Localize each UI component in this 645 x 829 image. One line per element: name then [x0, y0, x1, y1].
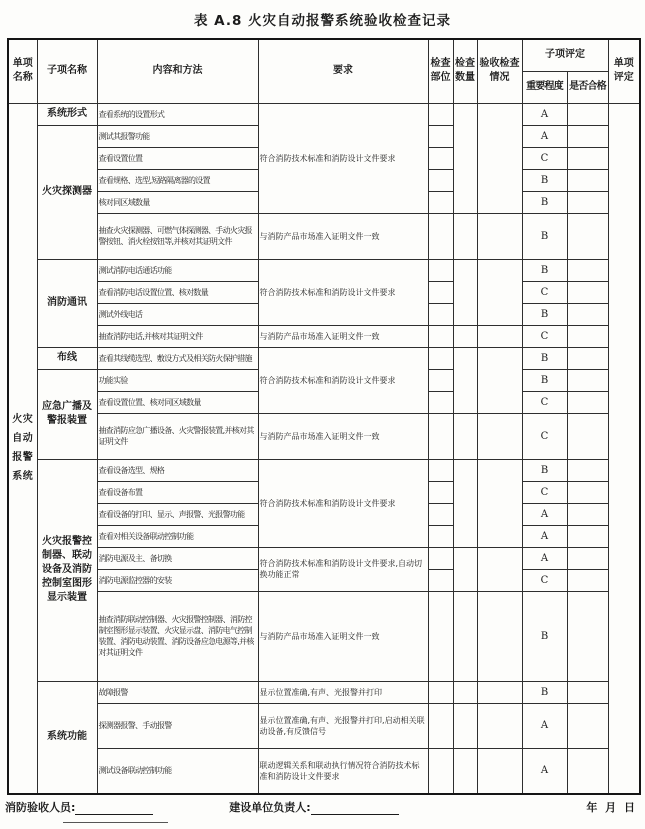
subitem-name-cell: 火灾报警控制器、联动设备及消防控制室图形显示装置	[37, 459, 97, 681]
content-method-cell: 抽查消防应急广播设备、火灾警报装置,并核对其证明文件	[97, 413, 258, 459]
inspection-status-cell	[477, 213, 522, 259]
check-part-cell	[428, 569, 453, 591]
check-part-cell	[428, 125, 453, 147]
requirement-cell: 与消防产品市场准入证明文件一致	[258, 591, 428, 681]
check-part-cell	[428, 259, 453, 281]
importance-cell: A	[522, 748, 567, 794]
check-part-cell	[428, 391, 453, 413]
subitem-name-cell: 消防通讯	[37, 259, 97, 347]
requirement-cell: 显示位置准确,有声、光报警并打印	[258, 681, 428, 703]
qualified-cell	[567, 481, 608, 503]
importance-cell: C	[522, 325, 567, 347]
check-part-cell	[428, 547, 453, 569]
check-part-cell	[428, 213, 453, 259]
requirement-cell: 符合消防技术标准和消防设计文件要求	[258, 347, 428, 413]
check-quantity-cell	[453, 413, 477, 459]
requirement-cell: 与消防产品市场准入证明文件一致	[258, 213, 428, 259]
importance-cell: B	[522, 347, 567, 369]
content-method-cell: 抽查火灾探测器、可燃气体探测器、手动火灾报警按钮、消火栓按钮等,并核对其证明文件	[97, 213, 258, 259]
content-method-cell: 抽查消防电话,并核对其证明文件	[97, 325, 258, 347]
requirement-cell: 显示位置准确,有声、光报警并打印,启动相关联动设备,有反馈信号	[258, 703, 428, 748]
inspection-record-table	[7, 38, 641, 795]
qualified-cell	[567, 459, 608, 481]
table-row	[8, 547, 640, 569]
content-method-cell: 消防电源及主、备切换	[97, 547, 258, 569]
table-row	[8, 103, 640, 125]
item-name-cell: 火灾自动报警系统	[8, 103, 37, 794]
col-header-importance: 重要程度	[522, 71, 567, 103]
content-method-cell: 查看设备布置	[97, 481, 258, 503]
content-method-cell: 功能实验	[97, 369, 258, 391]
qualified-cell	[567, 191, 608, 213]
qualified-cell	[567, 169, 608, 191]
content-method-cell: 查看设备的打印、显示、声报警、光报警功能	[97, 503, 258, 525]
qualified-cell	[567, 103, 608, 125]
qualified-cell	[567, 591, 608, 681]
importance-cell: B	[522, 213, 567, 259]
inspection-status-cell	[477, 259, 522, 325]
qualified-cell	[567, 325, 608, 347]
qualified-cell	[567, 413, 608, 459]
inspection-status-cell	[477, 591, 522, 681]
importance-cell: B	[522, 191, 567, 213]
requirement-cell: 符合消防技术标准和消防设计文件要求	[258, 259, 428, 325]
check-quantity-cell	[453, 748, 477, 794]
col-header-content-method: 内容和方法	[97, 39, 258, 103]
qualified-cell	[567, 703, 608, 748]
signature-footer	[0, 799, 645, 815]
check-quantity-cell	[453, 103, 477, 213]
fire-inspector-label: 消防验收人员:	[5, 801, 76, 814]
builder-representative-signature-line	[311, 802, 399, 815]
col-header-check-quantity: 检查数量	[453, 39, 477, 103]
table-row	[8, 325, 640, 347]
check-part-cell	[428, 325, 453, 347]
check-part-cell	[428, 191, 453, 213]
importance-cell: A	[522, 103, 567, 125]
table-row	[8, 213, 640, 259]
qualified-cell	[567, 748, 608, 794]
check-quantity-cell	[453, 259, 477, 325]
importance-cell: B	[522, 681, 567, 703]
inspection-status-cell	[477, 681, 522, 703]
importance-cell: B	[522, 303, 567, 325]
check-part-cell	[428, 703, 453, 748]
content-method-cell: 查看设置位置	[97, 147, 258, 169]
inspection-status-cell	[477, 325, 522, 347]
importance-cell: A	[522, 525, 567, 547]
qualified-cell	[567, 681, 608, 703]
signature-line-extra	[63, 822, 168, 823]
builder-representative-label: 建设单位负责人:	[229, 801, 311, 814]
requirement-cell: 与消防产品市场准入证明文件一致	[258, 325, 428, 347]
check-quantity-cell	[453, 681, 477, 703]
requirement-cell: 符合消防技术标准和消防设计文件要求,自动切换功能正常	[258, 547, 428, 591]
check-part-cell	[428, 169, 453, 191]
importance-cell: C	[522, 481, 567, 503]
col-header-item-name: 单项名称	[8, 39, 37, 103]
qualified-cell	[567, 303, 608, 325]
qualified-cell	[567, 369, 608, 391]
importance-cell: C	[522, 281, 567, 303]
content-method-cell: 故障报警	[97, 681, 258, 703]
check-part-cell	[428, 748, 453, 794]
check-part-cell	[428, 591, 453, 681]
inspection-status-cell	[477, 459, 522, 547]
check-part-cell	[428, 413, 453, 459]
item-eval-cell	[608, 103, 640, 794]
col-header-check-part: 检查部位	[428, 39, 453, 103]
table-body	[8, 103, 640, 794]
check-part-cell	[428, 347, 453, 369]
check-quantity-cell	[453, 459, 477, 547]
qualified-cell	[567, 147, 608, 169]
importance-cell: B	[522, 169, 567, 191]
qualified-cell	[567, 525, 608, 547]
check-part-cell	[428, 303, 453, 325]
importance-cell: C	[522, 569, 567, 591]
content-method-cell: 查看规格、选型,短路隔离器的设置	[97, 169, 258, 191]
importance-cell: C	[522, 391, 567, 413]
importance-cell: B	[522, 591, 567, 681]
content-method-cell: 查看设备选型、规格	[97, 459, 258, 481]
inspection-status-cell	[477, 103, 522, 213]
table-row	[8, 681, 640, 703]
check-part-cell	[428, 103, 453, 125]
check-part-cell	[428, 459, 453, 481]
inspection-status-cell	[477, 347, 522, 413]
requirement-cell: 符合消防技术标准和消防设计文件要求	[258, 103, 428, 213]
table-header	[8, 39, 640, 103]
check-part-cell	[428, 281, 453, 303]
subitem-name-cell: 火灾探测器	[37, 125, 97, 259]
importance-cell: A	[522, 125, 567, 147]
col-header-subitem-eval: 子项评定	[522, 39, 608, 71]
check-part-cell	[428, 681, 453, 703]
content-method-cell: 查看对相关设备联动控制功能	[97, 525, 258, 547]
check-part-cell	[428, 525, 453, 547]
qualified-cell	[567, 347, 608, 369]
content-method-cell: 消防电源监控器的安装	[97, 569, 258, 591]
col-header-requirement: 要求	[258, 39, 428, 103]
content-method-cell: 查看系统的设置形式	[97, 103, 258, 125]
importance-cell: A	[522, 547, 567, 569]
importance-cell: B	[522, 459, 567, 481]
check-quantity-cell	[453, 547, 477, 591]
check-part-cell	[428, 147, 453, 169]
subitem-name-cell: 布线	[37, 347, 97, 369]
col-header-subitem-name: 子项名称	[37, 39, 97, 103]
check-quantity-cell	[453, 325, 477, 347]
date-label: 年 月 日	[586, 801, 637, 814]
table-row	[8, 259, 640, 281]
fire-inspector-signature-line	[75, 802, 153, 815]
content-method-cell: 查看消防电话设置位置、核对数量	[97, 281, 258, 303]
inspection-status-cell	[477, 413, 522, 459]
inspection-status-cell	[477, 703, 522, 748]
content-method-cell: 查看设置位置、核对同区域数量	[97, 391, 258, 413]
inspection-status-cell	[477, 547, 522, 591]
col-header-inspection-status: 验收检查情况	[477, 39, 522, 103]
content-method-cell: 测试其报警功能	[97, 125, 258, 147]
col-header-qualified: 是否合格	[567, 71, 608, 103]
check-part-cell	[428, 481, 453, 503]
requirement-cell: 与消防产品市场准入证明文件一致	[258, 413, 428, 459]
check-part-cell	[428, 369, 453, 391]
importance-cell: A	[522, 703, 567, 748]
content-method-cell: 抽查消防联动控制器、火灾报警控制器、消防控制室图形显示装置、火灾显示盘、消防电气控制装置、消防电动装置、消防设备应急电源等,并核对其证明文件	[97, 591, 258, 681]
table-row	[8, 591, 640, 681]
table-row	[8, 347, 640, 369]
check-quantity-cell	[453, 213, 477, 259]
check-quantity-cell	[453, 591, 477, 681]
col-header-item-eval: 单项评定	[608, 39, 640, 103]
content-method-cell: 测试消防电话通话功能	[97, 259, 258, 281]
table-row	[8, 413, 640, 459]
table-row	[8, 748, 640, 794]
check-quantity-cell	[453, 347, 477, 413]
importance-cell: B	[522, 259, 567, 281]
importance-cell: A	[522, 503, 567, 525]
check-part-cell	[428, 503, 453, 525]
content-method-cell: 测试外线电话	[97, 303, 258, 325]
importance-cell: C	[522, 147, 567, 169]
qualified-cell	[567, 547, 608, 569]
table-title: 表 A.8 火灾自动报警系统验收检查记录	[193, 13, 452, 29]
qualified-cell	[567, 281, 608, 303]
importance-cell: B	[522, 369, 567, 391]
check-quantity-cell	[453, 703, 477, 748]
content-method-cell: 核对同区域数量	[97, 191, 258, 213]
importance-cell: C	[522, 413, 567, 459]
inspection-status-cell	[477, 748, 522, 794]
subitem-name-cell: 系统形式	[37, 103, 97, 125]
qualified-cell	[567, 125, 608, 147]
subitem-name-cell: 应急广播及警报装置	[37, 369, 97, 459]
subitem-name-cell: 系统功能	[37, 681, 97, 794]
table-row	[8, 459, 640, 481]
qualified-cell	[567, 213, 608, 259]
requirement-cell: 符合消防技术标准和消防设计文件要求	[258, 459, 428, 547]
qualified-cell	[567, 569, 608, 591]
content-method-cell: 测试设备联动控制功能	[97, 748, 258, 794]
content-method-cell: 查看其线缆选型、敷设方式及相关防火保护措施	[97, 347, 258, 369]
table-row	[8, 703, 640, 748]
qualified-cell	[567, 259, 608, 281]
requirement-cell: 联动逻辑关系和联动执行情况符合消防技术标准和消防设计文件要求	[258, 748, 428, 794]
content-method-cell: 探测器报警、手动报警	[97, 703, 258, 748]
qualified-cell	[567, 391, 608, 413]
qualified-cell	[567, 503, 608, 525]
